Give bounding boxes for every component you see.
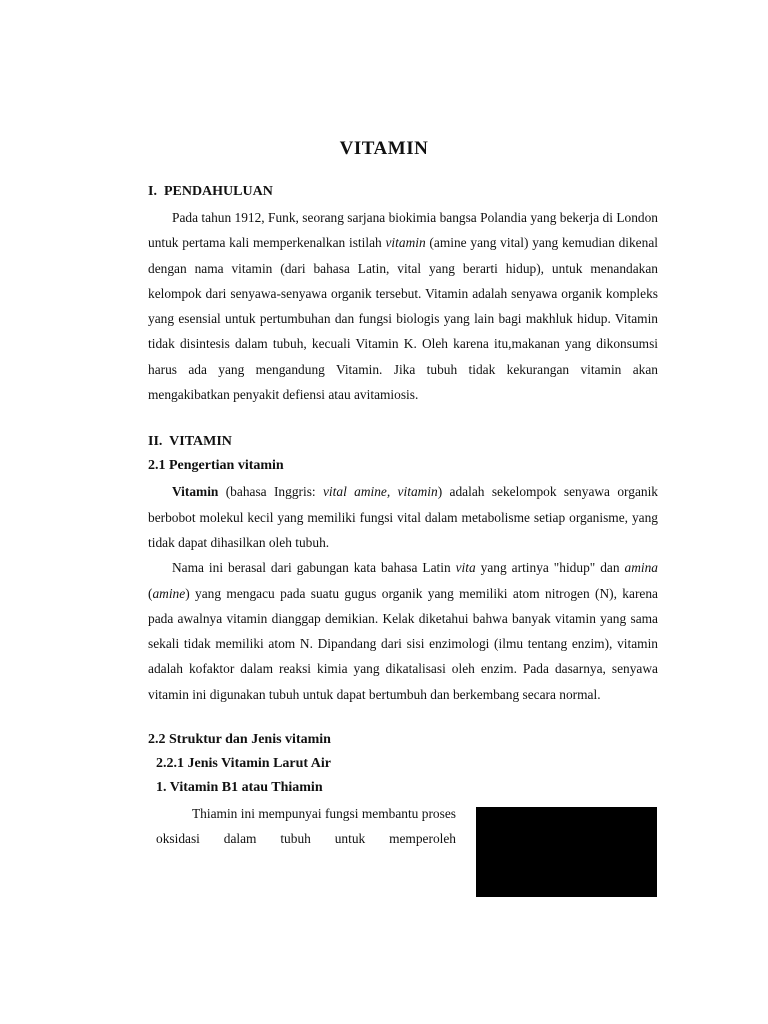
- italic-term: amine: [152, 585, 186, 601]
- text-run: (bahasa Inggris:: [218, 484, 323, 500]
- italic-term: amina: [624, 560, 658, 576]
- section-heading-pendahuluan: I. PENDAHULUAN: [148, 184, 273, 199]
- text-run: Pada tahun 1912, Funk, seorang sarjana biokimia bangsa Polandia yang bekerja di London untuk pertama kali memperkenalkan istilah: [148, 210, 658, 251]
- subsection-heading-pengertian: 2.1 Pengertian vitamin: [148, 458, 284, 474]
- section-heading-vitamin: II. VITAMIN: [148, 434, 232, 450]
- paragraph-pendahuluan: [148, 205, 658, 407]
- text-run: ) yang mengacu pada suatu gugus organik yang memiliki atom nitrogen (N), karena pada awalnya vitamin dianggap demikian. Kelak diketahui bahwa banyak vitamin yang sama sekali tidak memiliki atom N. Dipandang dari sisi enzimologi (ilmu tentang enzim), vitamin adalah kofaktor dalam reaksi kimia yang dikatalisasi oleh enzim. Pada dasarnya, senyawa vitamin ini digunakan tubuh untuk dapat bertumbuh dan berkembang secara normal.: [148, 585, 658, 702]
- vitamin-b1-row: [148, 801, 658, 852]
- bold-term: Vitamin: [172, 484, 219, 500]
- text-run: (: [148, 585, 153, 601]
- text-run: yang artinya "hidup" dan: [475, 560, 625, 576]
- text-run: ) adalah sekelompok senyawa organik berbobot molekul kecil yang memiliki fungsi vital dalam metabolisme setiap organisme, yang tidak dapat dihasilkan oleh tubuh.: [148, 484, 659, 550]
- paragraph-thiamin: Thiamin ini mempunyai fungsi membantu proses oksidasi dalam tubuh untuk memperoleh: [156, 806, 456, 847]
- document-body: [148, 183, 658, 852]
- list-heading-vitamin-b1: 1. Vitamin B1 atau Thiamin: [156, 780, 323, 796]
- italic-term: vitamin: [385, 235, 426, 251]
- subsubsection-heading-larut-air: 2.2.1 Jenis Vitamin Larut Air: [156, 756, 332, 772]
- document-title: VITAMIN: [339, 138, 429, 159]
- paragraph-pengertian-1: [148, 479, 658, 555]
- redacted-image-block: [476, 807, 657, 897]
- paragraph-pengertian-2: [148, 555, 658, 707]
- text-run: (amine yang vital) yang kemudian dikenal dengan nama vitamin (dari bahasa Latin, vital yang berarti hidup), untuk menandakan kelompok dari senyawa-senyawa organik tersebut. Vitamin adalah senyawa organik kompleks yang esensial untuk pertumbuhan dan fungsi biologis yang lain bagi makhluk hidup. Vitamin tidak disintesis dalam tubuh, kecuali Vitamin K. Oleh karena itu,makanan yang dikonsumsi harus ada yang mengandung Vitamin. Jika tubuh tidak kekurangan vitamin akan mengakibatkan penyakit defiensi atau avitamiosis.: [148, 235, 658, 403]
- italic-term: vita: [455, 560, 476, 576]
- text-run: Nama ini berasal dari gabungan kata bahasa Latin: [172, 560, 456, 576]
- italic-term: vital amine, vitamin: [322, 484, 438, 500]
- subsection-heading-struktur: 2.2 Struktur dan Jenis vitamin: [148, 732, 331, 748]
